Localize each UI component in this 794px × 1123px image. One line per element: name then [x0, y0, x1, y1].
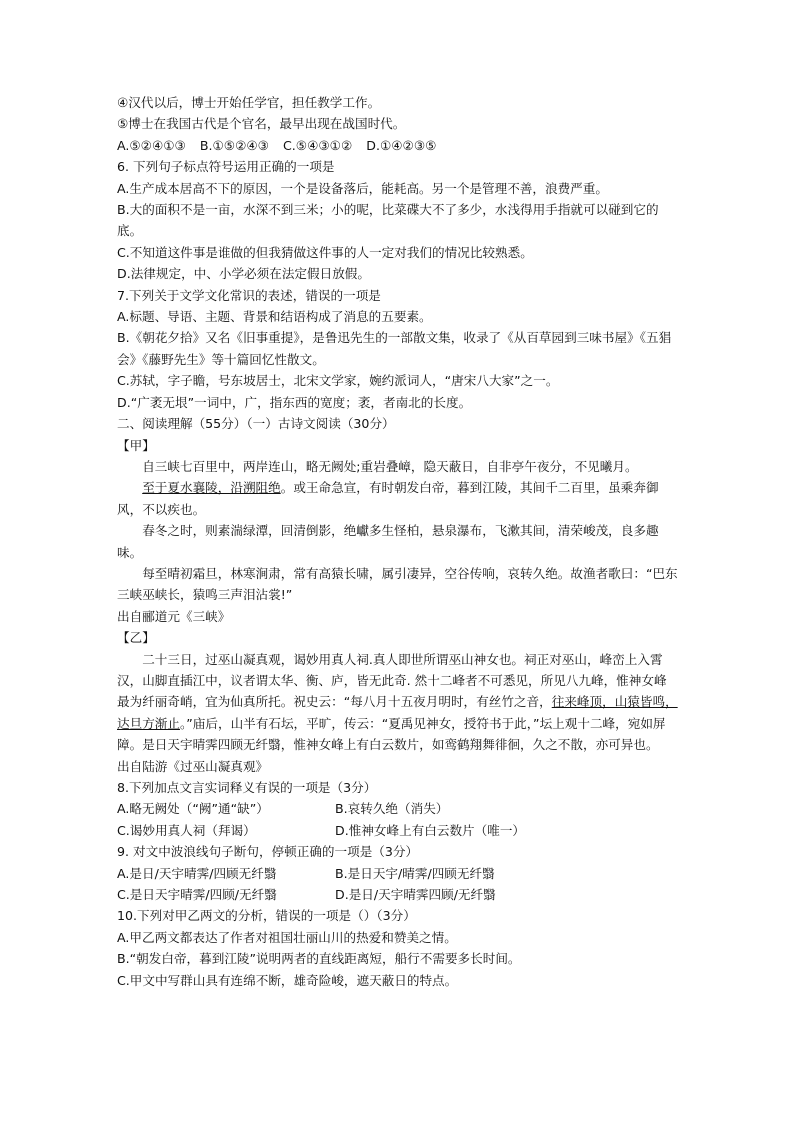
jia-source: 出自郦道元《三峡》 [117, 608, 231, 624]
q6-option-a: A.生产成本居高不下的原因，一个是设备落后，能耗高。另一个是管理不善，浪费严重。 [117, 180, 608, 196]
section-2-heading: 二、阅读理解（55分）（一）古诗文阅读（30分） [117, 416, 395, 432]
q10-option-a: A.甲乙两文都表达了作者对祖国壮丽山川的热爱和赞美之情。 [117, 929, 457, 945]
q6-option-d: D.法律规定，中、小学必须在法定假日放假。 [117, 266, 370, 282]
q9-option-d: D.是日/天宇晴霁四顾/无纤翳 [335, 887, 496, 903]
q9-option-b: B.是日天宇/晴霁/四顾无纤翳 [335, 865, 495, 881]
q7-option-d: D.“广袤无垠”一词中，广，指东西的宽度；袤，者南北的长度。 [117, 394, 472, 410]
q6-stem: 6. 下列句子标点符号运用正确的一项是 [117, 159, 335, 175]
yi-source: 出自陆游《过巫山凝真观》 [117, 758, 269, 774]
jia-underlined-sentence: 至于夏水襄陵，沿溯阻绝 [142, 480, 281, 496]
q8-options-row-1 [117, 798, 679, 819]
jia-paragraph-1: 自三峡七百里中，两岸连山，略无阙处;重岩叠嶂，隐天蔽日，自非亭午夜分，不见曦月。 [142, 458, 638, 474]
q8-option-a: A.略无阙处（“阙”通“缺”） [117, 801, 269, 817]
q8-option-b: B.哀转久绝（消失） [335, 801, 449, 817]
q9-stem: 9. 对文中波浪线句子断句，停顿正确的一项是（3分） [117, 844, 419, 860]
q7-option-c: C.苏轼，字子瞻，号东坡居士，北宋文学家，婉约派词人，“唐宋八大家”之一。 [117, 373, 559, 389]
q6-option-c: C.不知道这件事是谁做的但我猜做这件事的人一定对我们的情况比较熟悉。 [117, 244, 533, 260]
q5-item-5: ⑤博士在我国古代是个官名，最早出现在战国时代。 [117, 116, 406, 132]
text-jia-label: 【甲】 [117, 437, 155, 453]
exam-page [117, 92, 679, 991]
q8-option-d: D.惟神女峰上有白云数片（唯一） [335, 822, 526, 838]
q8-option-c: C.谒妙用真人祠（拜谒） [117, 822, 256, 838]
q8-options-row-2 [117, 820, 679, 841]
q7-option-b: B.《朝花夕拾》又名《旧事重提》，是鲁迅先生的一部散文集，收录了《从百草园到三味书屋》《五猖会》《藤野先生》等十篇回忆性散文。 [117, 330, 672, 367]
jia-paragraph-2-rest: 。或王命急宣，有时朝发白帝，暮到江陵，其间千二百里，虽乘奔御风，不以疾也。 [117, 480, 659, 517]
q7-stem: 7.下列关于文学文化常识的表述，错误的一项是 [117, 287, 381, 303]
jia-paragraph-3: 春冬之时，则素湍绿潭，回清倒影，绝巘多生怪柏，悬泉瀑布，飞漱其间，清荣峻茂，良多趣味。 [117, 523, 659, 560]
text-yi-label: 【乙】 [117, 630, 155, 646]
q9-options-row-2 [117, 884, 679, 905]
q10-stem: 10.下列对甲乙两文的分析，错误的一项是（）（3分） [117, 908, 416, 924]
yi-underlined-sentence: 往来峰顶，山猿皆鸣，达旦方渐止 [117, 694, 678, 731]
q6-option-b: B.大的面积不是一亩，水深不到三米；小的呢，比菜碟大不了多少，水浅得用手指就可以碰到它的底。 [117, 202, 659, 239]
q5-item-4: ④汉代以后，博士开始任学官，担任教学工作。 [117, 95, 381, 110]
q9-option-c: C.是日天宇晴霁/四顾/无纤翳 [117, 887, 277, 903]
q10-option-b: B.“朝发白帝，暮到江陵”说明两者的直线距离短，船行不需要多长时间。 [117, 951, 521, 967]
yi-text-b: 。”庙后，山半有石坛，平旷，传云：“夏禹见神女，授符书于此，”坛上观十二峰，宛如屏障。是日天宇晴霁四顾无纤翳，惟神女峰上有白云数片，如鸾鹤翔舞徘徊，久之不散，亦可异也。 [117, 715, 666, 753]
yi-paragraph-1 [117, 649, 679, 756]
q5-option-d: D.①④②③⑤ [366, 137, 437, 153]
q9-options-row-1 [117, 863, 679, 884]
jia-paragraph-2 [117, 477, 679, 520]
q7-option-a: A.标题、导语、主题、背景和结语构成了消息的五要素。 [117, 309, 432, 325]
jia-paragraph-4: 每至晴初霜旦，林寒涧肃，常有高猿长啸，属引凄异，空谷传响，哀转久绝。故渔者歌曰：“巴东三峡巫峡长，猿鸣三声泪沾裳!” [117, 565, 678, 603]
q5-options [117, 135, 679, 156]
q8-stem: 8.下列加点文言实词释义有误的一项是（3分） [117, 780, 377, 795]
q10-option-c: C.甲文中写群山具有连绵不断，雄奇险峻，遮天蔽日的特点。 [117, 972, 458, 988]
q5-option-c: C.⑤④③①② [282, 137, 353, 153]
yi-text-a: 二十三日，过巫山凝真观，谒妙用真人祠.真人即世所谓巫山神女也。祠正对巫山，峰峦上入霄汉，山脚直插江中，议者谓太华、衡、庐，皆无此奇. 然十二峰者不可悉见，所见八九峰，惟神女峰最为纤丽奇峭，宜为仙真所托。祝史云：“每八月十五夜月明时，有丝竹之音， [117, 651, 667, 710]
q5-option-a: A.⑤②④①③ [117, 137, 186, 153]
q9-option-a: A.是日/天宇晴霁/四顾无纤翳 [117, 865, 277, 881]
q5-option-b: B.①⑤②④③ [199, 137, 269, 153]
